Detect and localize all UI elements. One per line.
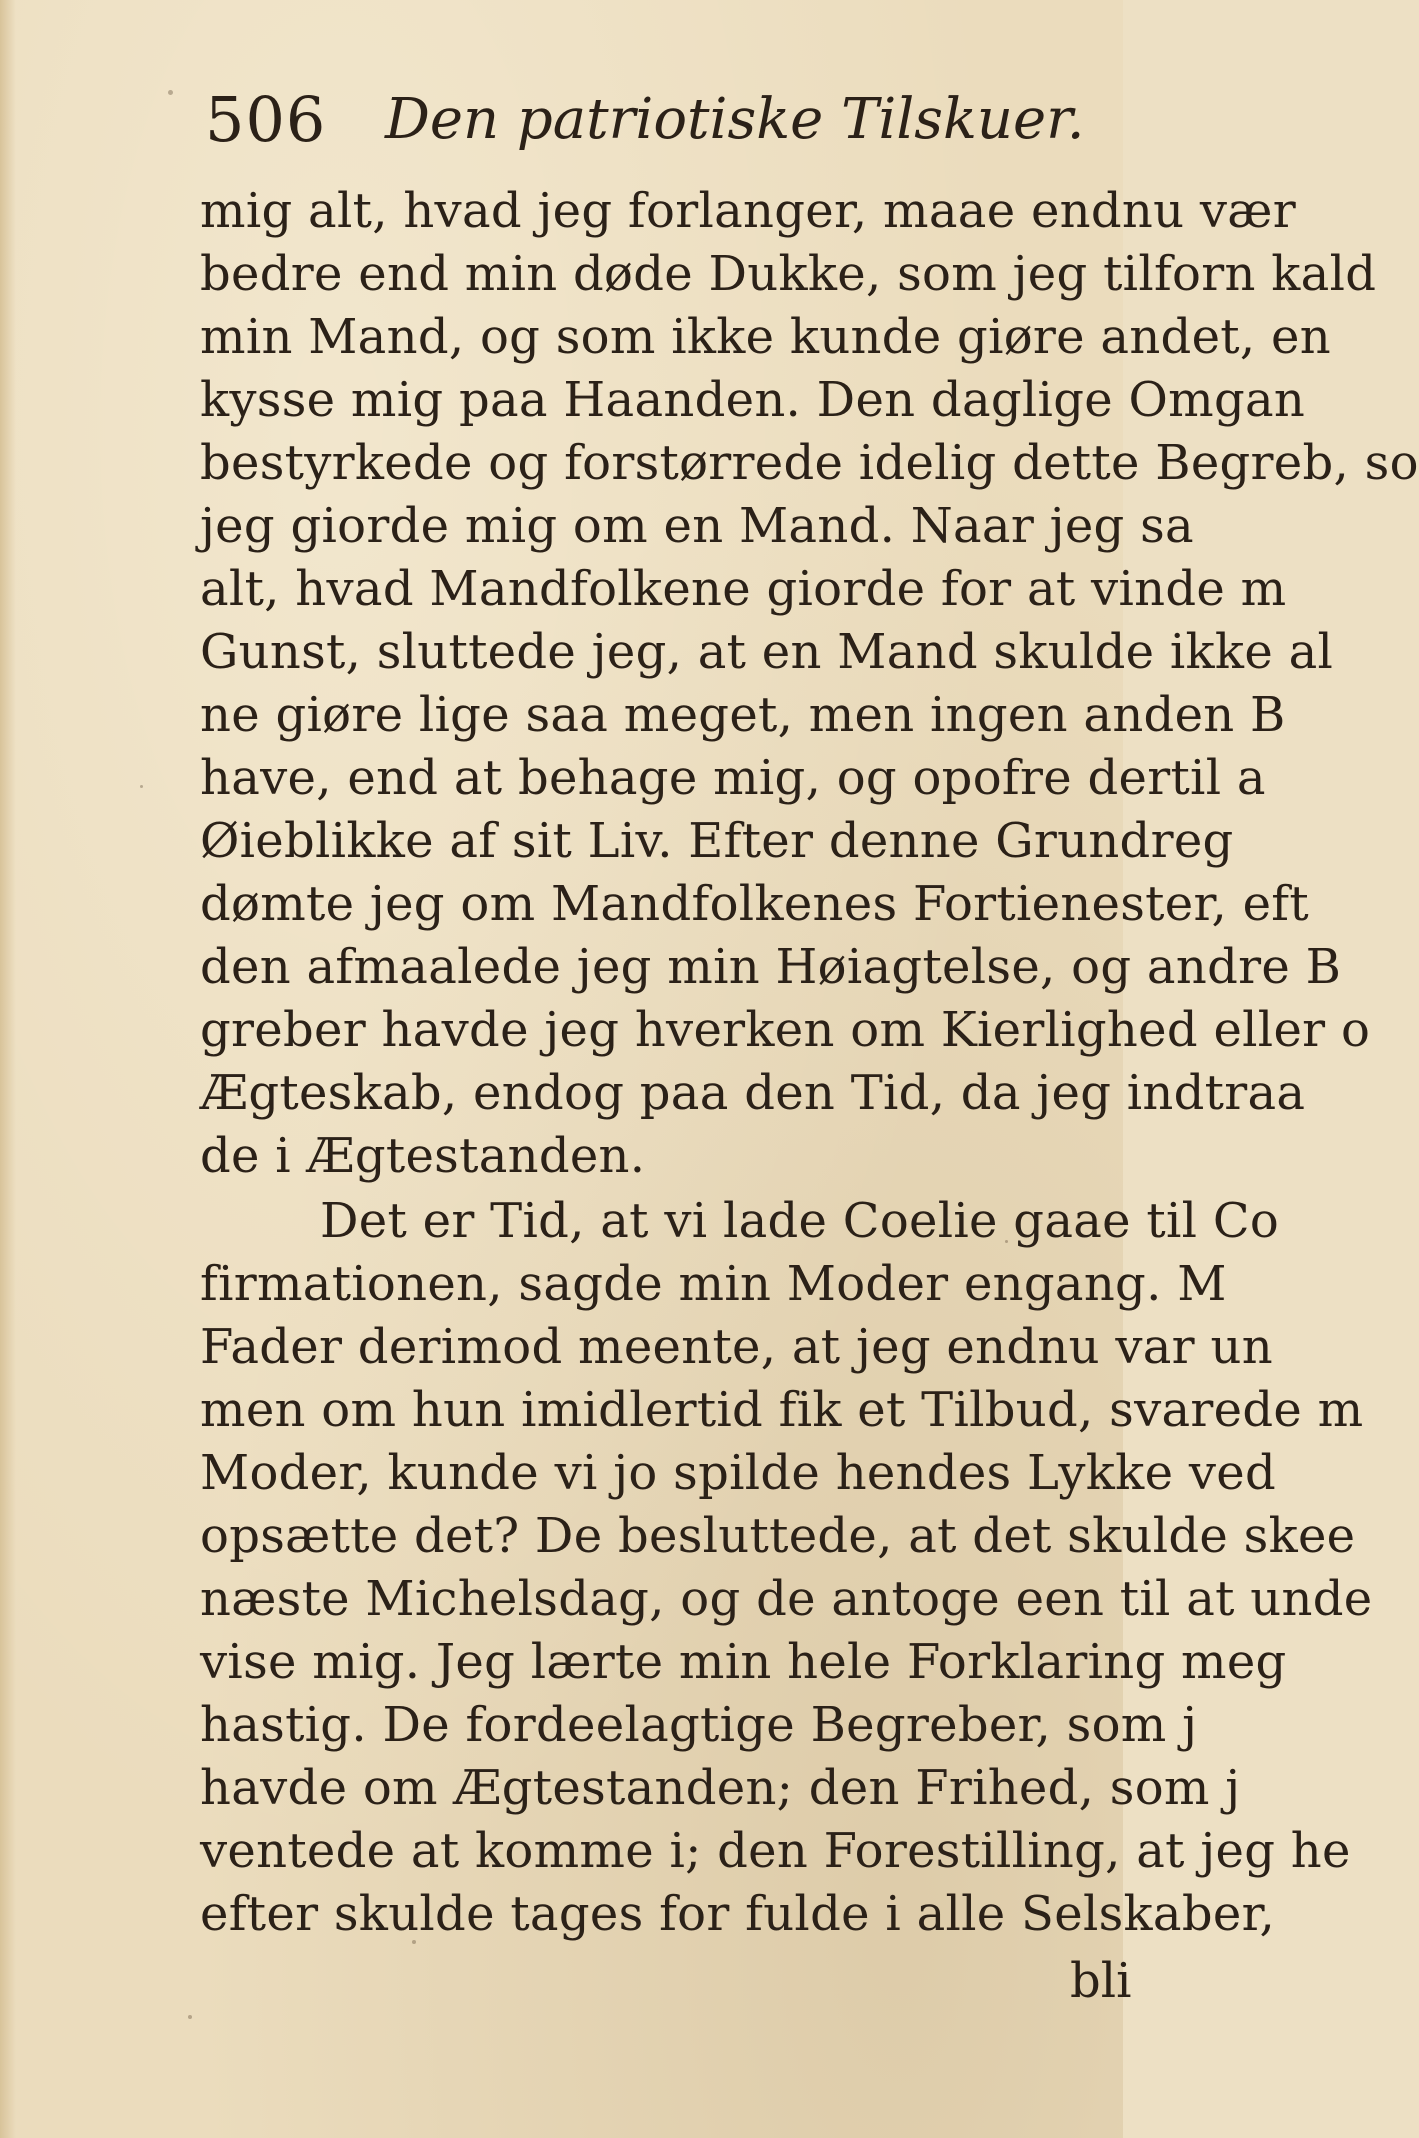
text-line: min Mand, og som ikke kunde giøre andet, en [200,309,1331,365]
text-line: den afmaalede jeg min Høiagtelse, og andre B [200,939,1342,995]
text-line: greber havde jeg hverken om Kierlighed eller o [200,1002,1371,1058]
text-line: de i Ægtestanden. [200,1128,646,1184]
text-line: mig alt, hvad jeg forlanger, maae endnu vær [200,183,1296,239]
text-line: efter skulde tages for fulde i alle Selskaber, [200,1886,1276,1942]
text-line: kysse mig paa Haanden. Den daglige Omgan [200,372,1306,428]
text-line: dømte jeg om Mandfolkenes Fortienester, eft [200,876,1309,932]
text-line-paragraph-start: Det er Tid, at vi lade Coelie gaae til Co [320,1193,1280,1249]
paper-speck [188,2015,192,2019]
text-line: opsætte det? De besluttede, at det skulde skee [200,1508,1356,1564]
text-line: ventede at komme i; den Forestilling, at jeg he [200,1823,1351,1879]
text-line: Moder, kunde vi jo spilde hendes Lykke ved [200,1445,1276,1501]
text-line: firmationen, sagde min Moder engang. M [200,1256,1227,1312]
paper-speck [140,785,143,788]
text-line: hastig. De fordeelagtige Begreber, som j [200,1697,1198,1753]
page-number: 506 [205,83,327,156]
text-line: men om hun imidlertid fik et Tilbud, svarede m [200,1382,1364,1438]
text-line: jeg giorde mig om en Mand. Naar jeg sa [200,498,1194,554]
text-line: Fader derimod meente, at jeg endnu var un [200,1319,1273,1375]
text-line: næste Michelsdag, og de antoge een til at unde [200,1571,1373,1627]
body-text [0,180,1419,2070]
text-line: Ægteskab, endog paa den Tid, da jeg indtraa [200,1065,1306,1121]
text-line: alt, hvad Mandfolkene giorde for at vinde m [200,561,1287,617]
page-header [205,80,1105,160]
text-line: bestyrkede og forstørrede idelig dette Begreb, so [200,435,1419,491]
paper-speck [168,90,173,95]
text-line: Gunst, sluttede jeg, at en Mand skulde ikke al [200,624,1334,680]
paper-speck [1005,1240,1008,1243]
text-line: bedre end min døde Dukke, som jeg tilforn kald [200,246,1377,302]
paper-speck [412,1940,416,1944]
running-title: Den patriotiske Tilskuer. [385,87,1085,152]
text-line: Øieblikke af sit Liv. Efter denne Grundreg [200,813,1234,869]
text-line: vise mig. Jeg lærte min hele Forklaring meg [200,1634,1287,1690]
catchword: bli [1070,1953,1132,2009]
text-line: havde om Ægtestanden; den Frihed, som j [200,1760,1241,1816]
text-line: have, end at behage mig, og opofre dertil a [200,750,1266,806]
text-line: ne giøre lige saa meget, men ingen anden B [200,687,1286,743]
